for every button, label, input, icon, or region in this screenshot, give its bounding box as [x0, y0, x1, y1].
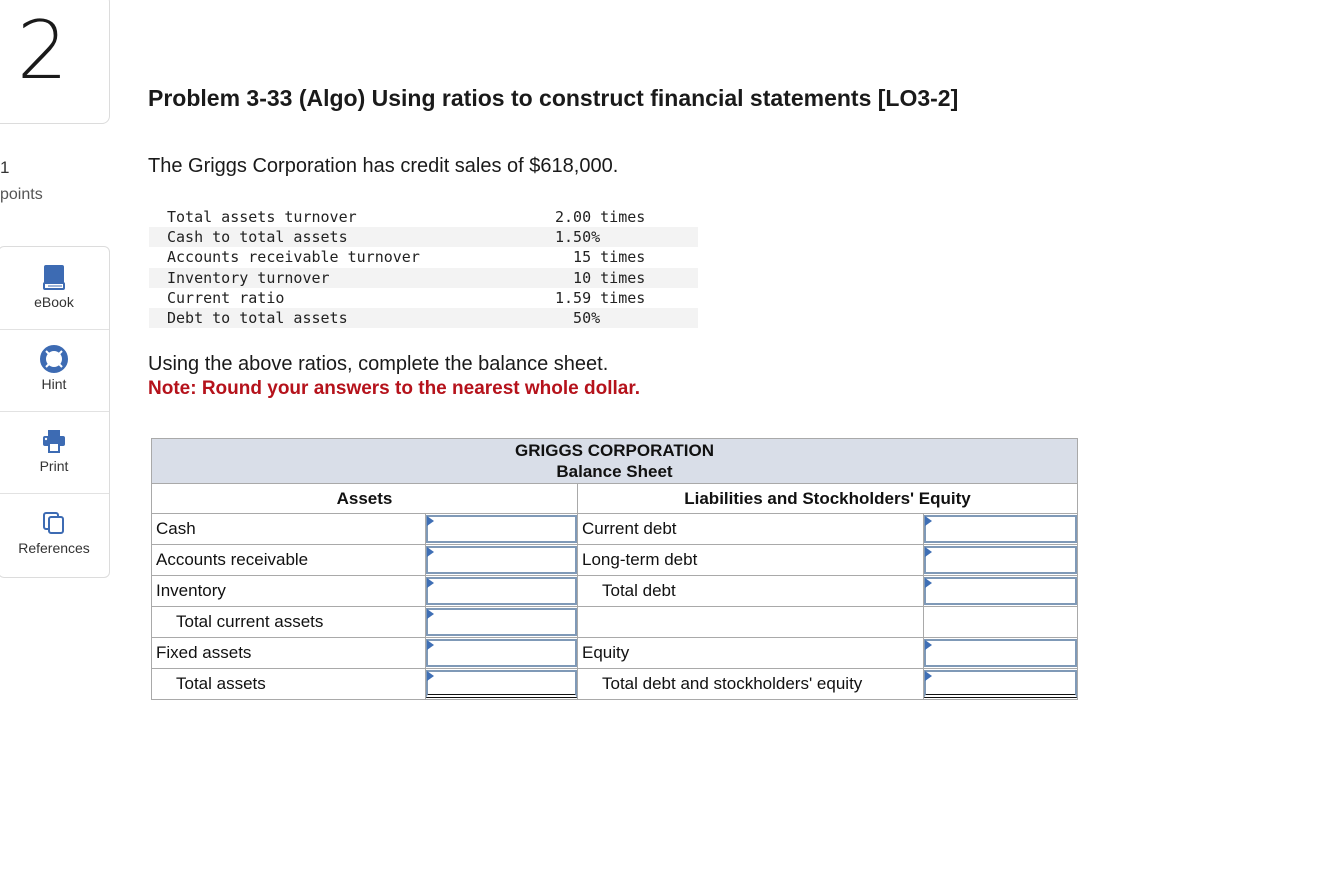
cash-input[interactable] — [426, 515, 577, 543]
references-label: References — [18, 540, 90, 556]
ratio-value: 10 times — [555, 268, 646, 287]
table-row — [152, 576, 1078, 607]
accounts-receivable-label: Accounts receivable — [152, 545, 426, 576]
instruction-text: Using the above ratios, complete the balance sheet. — [148, 353, 609, 375]
table-row — [152, 514, 1078, 545]
lifebuoy-icon — [40, 345, 68, 373]
ratio-name: Total assets turnover — [167, 208, 357, 226]
total-assets-input[interactable] — [426, 670, 577, 698]
empty-cell — [924, 607, 1078, 638]
table-row — [152, 545, 1078, 576]
liabilities-header: Liabilities and Stockholders' Equity — [578, 484, 1078, 514]
input-marker-icon — [427, 609, 434, 619]
long-term-debt-input[interactable] — [924, 546, 1077, 574]
assets-header: Assets — [152, 484, 578, 514]
accounts-receivable-input[interactable] — [426, 546, 577, 574]
ratio-row — [149, 207, 698, 227]
ratio-row — [149, 227, 698, 247]
print-button[interactable] — [0, 411, 109, 494]
current-debt-input[interactable] — [924, 515, 1077, 543]
empty-cell — [578, 607, 924, 638]
ebook-label: eBook — [34, 294, 74, 310]
table-row — [152, 638, 1078, 669]
problem-title: Problem 3-33 (Algo) Using ratios to construct financial statements [LO3-2] — [148, 85, 959, 111]
ratio-row — [149, 308, 698, 328]
tools-panel — [0, 246, 110, 578]
input-marker-icon — [925, 547, 932, 557]
references-icon — [40, 509, 68, 537]
ratio-name: Accounts receivable turnover — [167, 248, 420, 267]
print-label: Print — [39, 458, 69, 474]
input-marker-icon — [925, 578, 932, 588]
ratio-row — [149, 288, 698, 308]
ratio-value: 15 times — [555, 248, 646, 267]
input-marker-icon — [925, 671, 932, 681]
input-marker-icon — [427, 578, 434, 588]
cash-label: Cash — [152, 514, 426, 545]
hint-label: Hint — [41, 376, 67, 392]
ratio-name: Cash to total assets — [167, 228, 348, 247]
statement-name: Balance Sheet — [556, 462, 673, 481]
hint-button[interactable] — [0, 329, 109, 412]
long-term-debt-label: Long-term debt — [578, 545, 924, 576]
ratio-value: 50% — [555, 308, 601, 327]
printer-icon — [40, 427, 68, 455]
total-current-assets-input[interactable] — [426, 608, 577, 636]
ebook-icon — [40, 263, 68, 291]
company-name: GRIGGS CORPORATION — [515, 441, 714, 460]
ratio-value: 1.59 times — [555, 288, 646, 307]
table-row — [152, 607, 1078, 638]
equity-input[interactable] — [924, 639, 1077, 667]
total-assets-label: Total assets — [152, 669, 426, 700]
total-debt-equity-input[interactable] — [924, 670, 1077, 698]
question-number: 2 — [17, 4, 68, 97]
ratio-value: 2.00 times — [555, 208, 646, 226]
problem-intro: The Griggs Corporation has credit sales of $618,000. — [148, 155, 619, 177]
ratios-table — [149, 207, 698, 328]
references-button[interactable] — [0, 493, 109, 575]
ratio-row — [149, 247, 698, 267]
input-marker-icon — [427, 671, 434, 681]
ratio-name: Inventory turnover — [167, 268, 330, 287]
inventory-label: Inventory — [152, 576, 426, 607]
input-marker-icon — [427, 516, 434, 526]
inventory-input[interactable] — [426, 577, 577, 605]
equity-label: Equity — [578, 638, 924, 669]
ratio-name: Debt to total assets — [167, 308, 348, 327]
input-marker-icon — [925, 640, 932, 650]
input-marker-icon — [427, 640, 434, 650]
points-label: points — [0, 186, 43, 203]
fixed-assets-label: Fixed assets — [152, 638, 426, 669]
points-value: 1 — [0, 158, 10, 177]
ratio-value: 1.50% — [555, 228, 601, 247]
ebook-button[interactable] — [0, 247, 109, 330]
total-debt-input[interactable] — [924, 577, 1077, 605]
input-marker-icon — [925, 516, 932, 526]
total-current-assets-label: Total current assets — [152, 607, 426, 638]
input-marker-icon — [427, 547, 434, 557]
fixed-assets-input[interactable] — [426, 639, 577, 667]
balance-sheet-table — [151, 438, 1078, 700]
total-debt-equity-label: Total debt and stockholders' equity — [578, 669, 924, 700]
total-debt-label: Total debt — [578, 576, 924, 607]
current-debt-label: Current debt — [578, 514, 924, 545]
balance-sheet-header — [152, 439, 1078, 484]
question-number-card — [0, 0, 110, 124]
table-row — [152, 669, 1078, 700]
ratio-row — [149, 268, 698, 288]
ratio-name: Current ratio — [167, 288, 285, 307]
rounding-note: Note: Round your answers to the nearest whole dollar. — [148, 378, 640, 399]
